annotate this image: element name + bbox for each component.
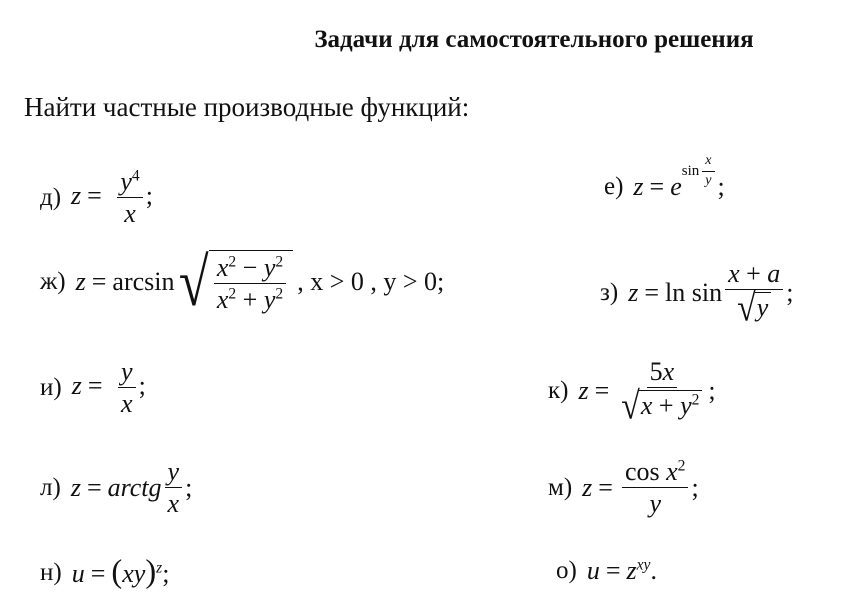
formula-o: $u = z^{xy}$. xyxy=(586,556,657,585)
task-intro: Найти частные производные функций: xyxy=(24,92,470,122)
problem-label: д) xyxy=(40,183,62,211)
formula-e: z = e sin $\frac{x}{y}$ ; xyxy=(633,153,725,202)
formula-zh: z = arcsin √ $\frac{x^2 - y^2}{x^2 + y^2}$ , x > 0 , y > 0; xyxy=(75,244,445,320)
problem-label: м) xyxy=(548,473,573,501)
condition: , x > 0 , y > 0; xyxy=(297,267,445,297)
formula-l: z = arctg $\frac{y}{x}$ ; xyxy=(70,457,193,519)
problem-i xyxy=(40,358,146,418)
problem-label: н) xyxy=(40,558,62,586)
formula-k: z = 5x √ $x + y^2$ ; xyxy=(578,357,716,429)
problem-label: о) xyxy=(556,557,577,584)
formula-n: u = (xy)$^z$; xyxy=(71,554,170,590)
problem-z xyxy=(600,259,794,331)
problem-label: л) xyxy=(40,473,61,501)
problem-e xyxy=(604,153,725,204)
problem-label: е) xyxy=(604,173,624,201)
problem-label: ж) xyxy=(40,268,66,296)
problem-m xyxy=(548,458,699,518)
problem-d xyxy=(40,168,153,228)
problem-zh xyxy=(40,244,445,320)
problem-k xyxy=(548,357,716,429)
formula-d: z = $\frac{y^4}{x}$ ; xyxy=(71,167,153,229)
problem-label: и) xyxy=(40,373,62,401)
problem-n xyxy=(40,556,169,589)
formula-m: z = $\frac{\cos x^2}{y}$ ; xyxy=(582,457,699,519)
page-title: Задачи для самостоятельного решения xyxy=(314,26,754,53)
problem-o xyxy=(556,556,657,586)
formula-z: z = ln sin x + a √ y ; xyxy=(628,259,794,331)
formula-i: z = $\frac{y}{x}$ ; xyxy=(71,357,146,419)
problem-l xyxy=(40,458,192,518)
problem-label: к) xyxy=(548,377,569,405)
problem-label: з) xyxy=(600,279,619,307)
